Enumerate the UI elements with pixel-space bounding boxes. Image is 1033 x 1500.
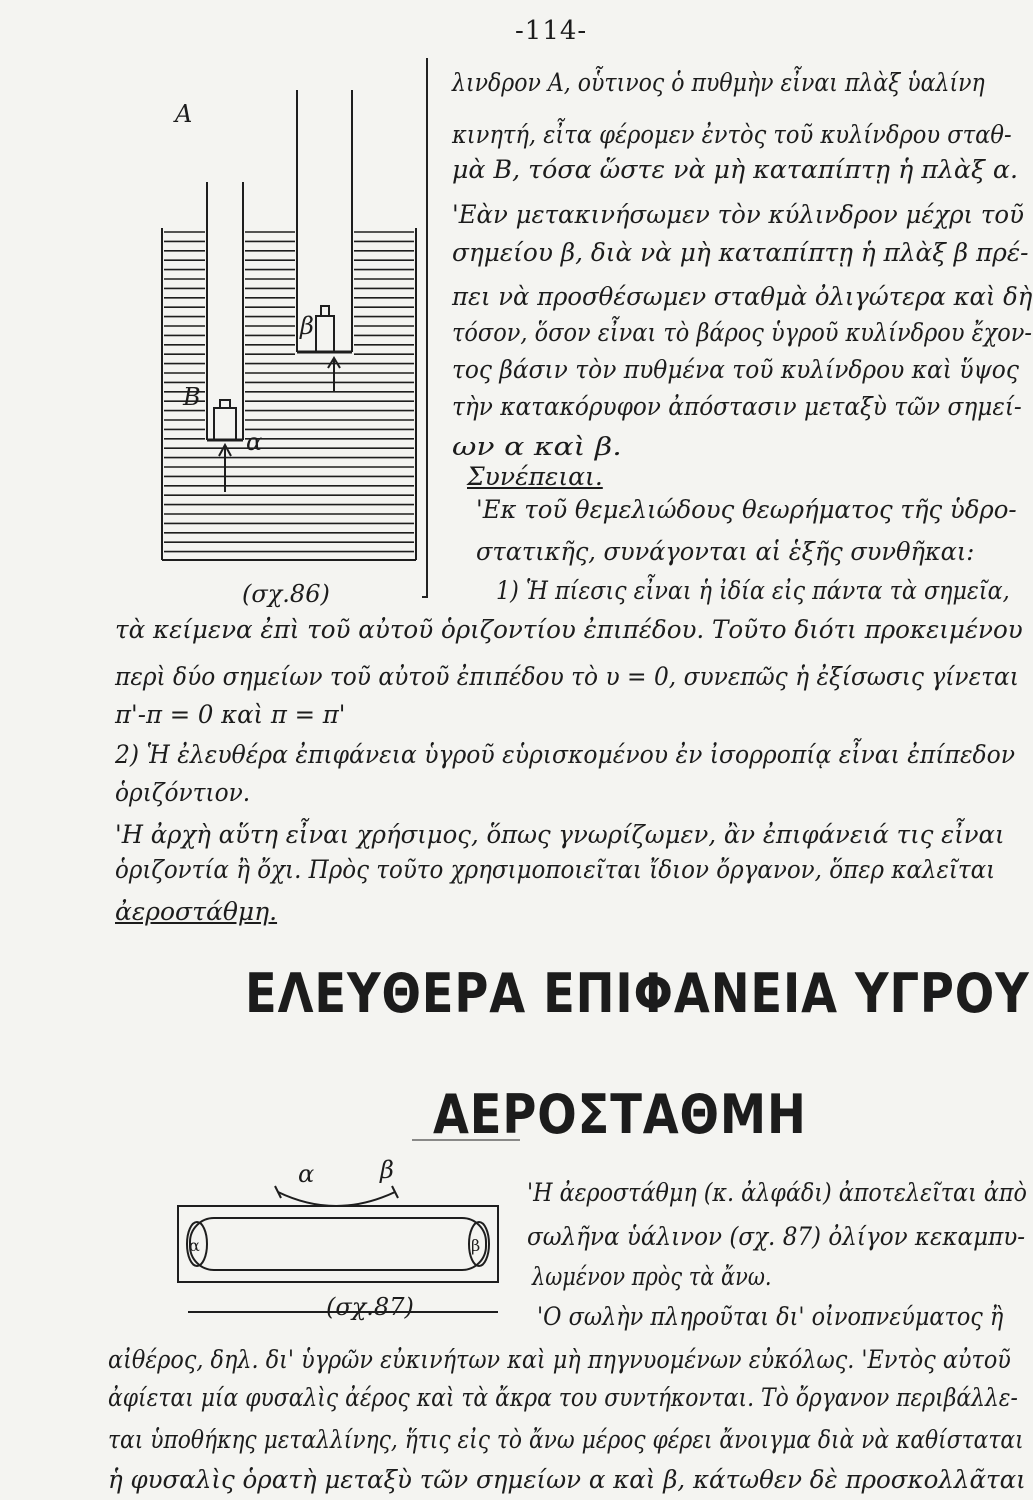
fig87-label-a: α bbox=[298, 1160, 315, 1188]
text-line: μὰ Β, τόσα ὥστε νὰ μὴ καταπίπτῃ ἡ πλὰξ α. bbox=[452, 155, 1018, 184]
text-line: 'Ο σωλὴν πληροῦται δι' οἰνοπνεύματος ἢ bbox=[537, 1302, 1004, 1331]
text-line: τόσον, ὅσον εἶναι τὸ βάρος ὑγροῦ κυλίνδρου ἔχον- bbox=[452, 318, 1032, 347]
fig86-label-A: A bbox=[175, 100, 193, 128]
heading-aerostathmi: ΑΕΡΟΣΤΑΘΜΗ bbox=[433, 1083, 807, 1146]
text-line: ἀφίεται μία φυσαλὶς ἀέρος καὶ τὰ ἄκρα του συντήκονται. Τὸ ὄργανον περιβάλλε- bbox=[108, 1383, 1018, 1412]
text-line: τὰ κείμενα ἐπὶ τοῦ αὐτοῦ ὁριζοντίου ἐπιπέδου. Τοῦτο διότι προκειμένου bbox=[115, 615, 1023, 644]
text-line: κινητή, εἶτα φέρομεν ἐντὸς τοῦ κυλίνδρου σταθ- bbox=[452, 120, 1012, 149]
text-line: 'Εὰν μετακινήσωμεν τὸν κύλινδρον μέχρι τοῦ bbox=[452, 200, 1024, 229]
text-line: π'-π = 0 καὶ π = π' bbox=[115, 700, 346, 729]
fig87-label-b: β bbox=[380, 1156, 394, 1184]
text-line: ων α καὶ β. bbox=[452, 432, 622, 461]
text-line: στατικῆς, συνάγονται αἱ ἑξῆς συνθῆκαι: bbox=[476, 537, 975, 566]
text-line: 1) Ἡ πίεσις εἶναι ἡ ἰδία εἰς πάντα τὰ σημεῖα, bbox=[496, 576, 1010, 605]
text-line: πει νὰ προσθέσωμεν σταθμὰ ὀλιγώτερα καὶ δὴ bbox=[452, 282, 1033, 311]
fig87-caption: (σχ.87) bbox=[326, 1293, 414, 1321]
text-line: ὁριζοντία ἢ ὄχι. Πρὸς τοῦτο χρησιμοποιεῖται ἴδιον ὄργανον, ὅπερ καλεῖται bbox=[115, 855, 996, 884]
page-number: -114- bbox=[515, 16, 588, 46]
heading-free-surface: ΕΛΕΥΘΕΡΑ ΕΠΙΦΑΝΕΙΑ ΥΓΡΟΥ bbox=[245, 962, 1030, 1025]
text-line: τος βάσιν τὸν πυθμένα τοῦ κυλίνδρου καὶ ὕψος bbox=[452, 355, 1019, 384]
text-line: 'Η ἀρχὴ αὕτη εἶναι χρήσιμος, ὅπως γνωρίζωμεν, ἂν ἐπιφάνειά τις εἶναι bbox=[115, 820, 1005, 849]
text-line: περὶ δύο σημείων τοῦ αὐτοῦ ἐπιπέδου τὸ υ = 0, συνεπῶς ἡ ἐξίσωσις γίνεται bbox=[115, 662, 1019, 691]
text-line: 2) Ἡ ἐλευθέρα ἐπιφάνεια ὑγροῦ εὑρισκομένου ἐν ἰσορροπίᾳ εἶναι ἐπίπεδον bbox=[115, 740, 1016, 769]
text-line: σημείου β, διὰ νὰ μὴ καταπίπτῃ ἡ πλὰξ β πρέ- bbox=[452, 238, 1029, 267]
fig86-caption: (σχ.86) bbox=[242, 580, 330, 608]
fig86-label-b: β bbox=[300, 312, 314, 340]
text-line: λινδρον Α, οὗτινος ὁ πυθμὴν εἶναι πλὰξ ὑαλίνη bbox=[452, 68, 985, 97]
text-line: 'Η ἀεροστάθμη (κ. ἀλφάδι) ἀποτελεῖται ἀπὸ bbox=[527, 1178, 1027, 1207]
term-aerostathmi: ἀεροστάθμη. bbox=[115, 897, 278, 926]
text-line: τὴν κατακόρυφον ἀπόστασιν μεταξὺ τῶν σημεί- bbox=[452, 392, 1022, 421]
section-title-consequences: Συνέπειαι. bbox=[467, 462, 603, 491]
fig87-end-right-letter: β bbox=[471, 1236, 481, 1255]
fig87-end-left-letter: α bbox=[189, 1236, 200, 1255]
text-line: αἰθέρος, δηλ. δι' ὑγρῶν εὐκινήτων καὶ μὴ πηγνυομένων εὐκόλως. 'Εντὸς αὐτοῦ bbox=[108, 1345, 1011, 1374]
text-line: λωμένον πρὸς τὰ ἄνω. bbox=[532, 1262, 772, 1291]
fig86-label-B: B bbox=[183, 383, 201, 411]
text-line: σωλῆνα ὑάλινον (σχ. 87) ὀλίγον κεκαμπυ- bbox=[527, 1222, 1026, 1251]
text-line: ὁριζόντιον. bbox=[115, 778, 251, 807]
fig86-label-a: α bbox=[246, 428, 263, 456]
text-line: ἡ φυσαλὶς ὁρατὴ μεταξὺ τῶν σημείων α καὶ β, κάτωθεν δὲ προσκολλᾶται bbox=[108, 1465, 1026, 1494]
text-line: ται ὑποθήκης μεταλλίνης, ἥτις εἰς τὸ ἄνω μέρος φέρει ἄνοιγμα διὰ νὰ καθίσταται bbox=[108, 1425, 1024, 1454]
text-line: 'Εκ τοῦ θεμελιώδους θεωρήματος τῆς ὑδρο- bbox=[476, 495, 1017, 524]
